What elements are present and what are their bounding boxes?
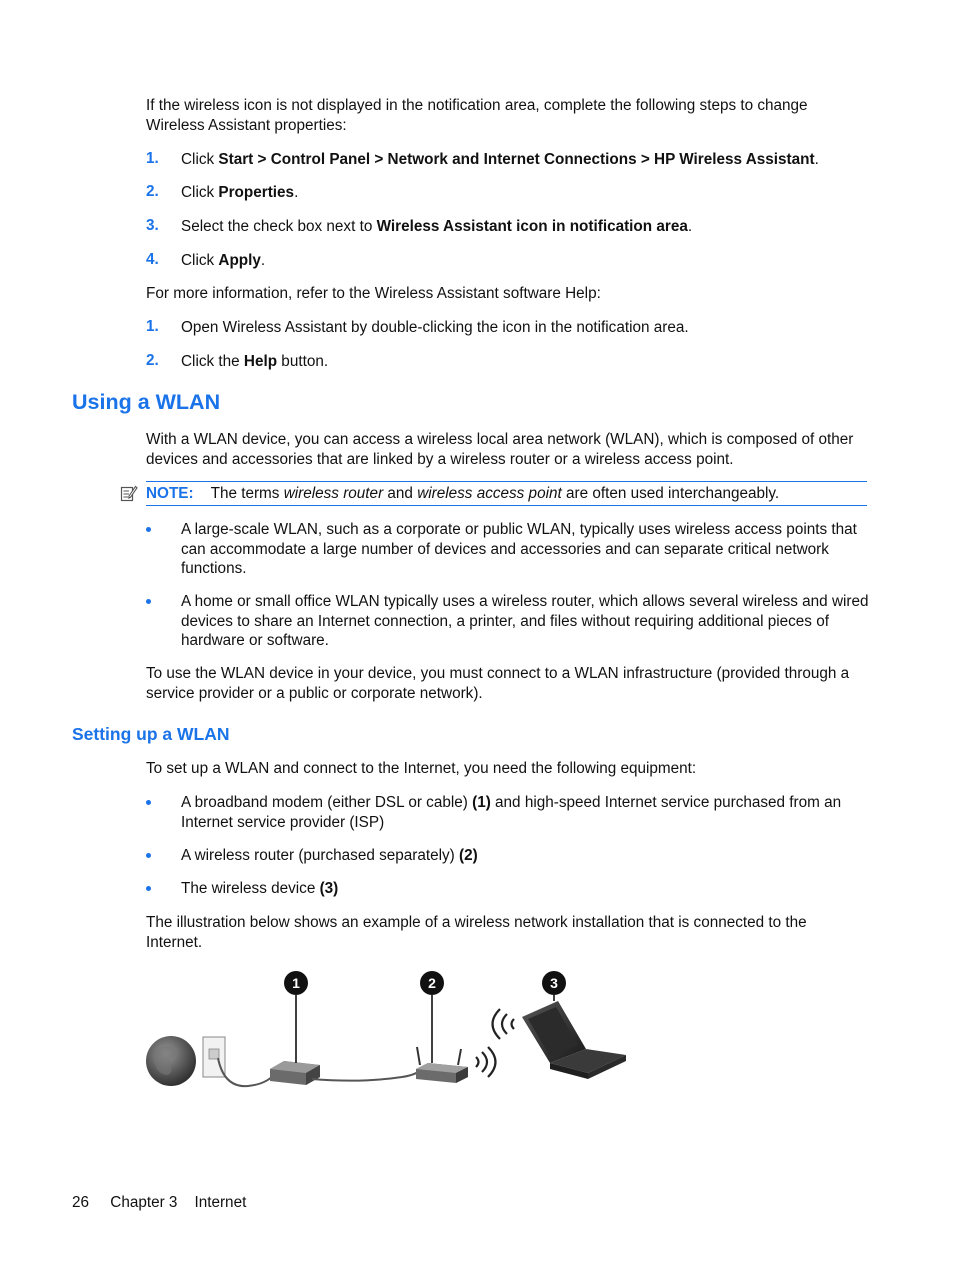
note-text: NOTE: The terms wireless router and wireless access point are often used interchangeably. (146, 485, 780, 502)
note-icon (120, 484, 138, 502)
step-number: 1. (146, 150, 159, 167)
laptop-signal-icon (493, 1009, 515, 1039)
list-item: The wireless device (3) (181, 880, 339, 897)
footer-title: Internet (194, 1194, 247, 1211)
note-label: NOTE: (146, 485, 194, 502)
step-number: 1. (146, 318, 159, 335)
bullet-marker (146, 853, 151, 858)
list-item: A large-scale WLAN, such as a corporate or public WLAN, typically uses wireless access points that can accommodate a large number of devices and accessories and can separate critical network functions. (181, 521, 857, 578)
step-text: Click Apply. (181, 252, 266, 269)
router-icon (416, 1047, 468, 1083)
note-bottom-rule (146, 505, 867, 506)
setup-intro-paragraph: To set up a WLAN and connect to the Internet, you need the following equipment: (146, 760, 697, 777)
step-number: 2. (146, 183, 159, 200)
more-info-paragraph: For more information, refer to the Wireless Assistant software Help: (146, 285, 601, 302)
laptop-icon (522, 1001, 626, 1079)
svg-text:2: 2 (428, 975, 436, 991)
intro-paragraph: If the wireless icon is not displayed in the notification area, complete the following steps to change Wireless Assistant properties: (146, 97, 808, 134)
bullet-marker (146, 599, 151, 604)
footer-chapter: Chapter 3 (110, 1194, 178, 1211)
step-number: 4. (146, 251, 159, 268)
note-top-rule (146, 481, 867, 482)
step-text: Click the Help button. (181, 353, 329, 370)
section-title: Using a WLAN (72, 390, 221, 414)
callout-2-icon (420, 971, 444, 995)
list-item: A broadband modem (either DSL or cable) (1) and high-speed Internet service purchased from an Internet service provider (ISP) (181, 794, 842, 831)
bullet-marker (146, 800, 151, 805)
step-text: Click Start > Control Panel > Network and Internet Connections > HP Wireless Assistant. (181, 151, 819, 168)
step-text: Select the check box next to Wireless Assistant icon in notification area. (181, 218, 693, 235)
step-text: Click Properties. (181, 184, 299, 201)
page-footer (72, 1194, 246, 1212)
internet-globe-icon (146, 1036, 196, 1086)
illustration-intro-paragraph: The illustration below shows an example of a wireless network installation that is connected to the Internet. (146, 914, 807, 951)
step-number: 3. (146, 217, 159, 234)
modem-icon (270, 1061, 320, 1085)
callout-3-icon (542, 971, 566, 995)
subsection-title: Setting up a WLAN (72, 724, 230, 744)
step-number: 2. (146, 352, 159, 369)
bullet-marker (146, 527, 151, 532)
svg-text:3: 3 (550, 975, 558, 991)
svg-text:1: 1 (292, 975, 300, 991)
callout-1-icon (284, 971, 308, 995)
wlan-intro-paragraph: With a WLAN device, you can access a wireless local area network (WLAN), which is composed of other devices and accessories that are linked by a wireless router or a wireless access point. (146, 431, 854, 468)
list-item: A wireless router (purchased separately) (2) (181, 847, 478, 864)
list-item: A home or small office WLAN typically uses a wireless router, which allows several wireless and wired devices to share an Internet connection, a printer, and files without requiring additional pieces of hardware or software. (181, 593, 869, 650)
bullet-marker (146, 886, 151, 891)
page-number: 26 (72, 1194, 90, 1211)
wlan-connect-paragraph: To use the WLAN device in your device, you must connect to a WLAN infrastructure (provided through a service provider or a public or corporate network). (146, 665, 850, 702)
step-text: Open Wireless Assistant by double-clicking the icon in the notification area. (181, 319, 689, 336)
router-signal-icon (476, 1047, 496, 1077)
wireless-network-illustration (140, 965, 635, 1105)
